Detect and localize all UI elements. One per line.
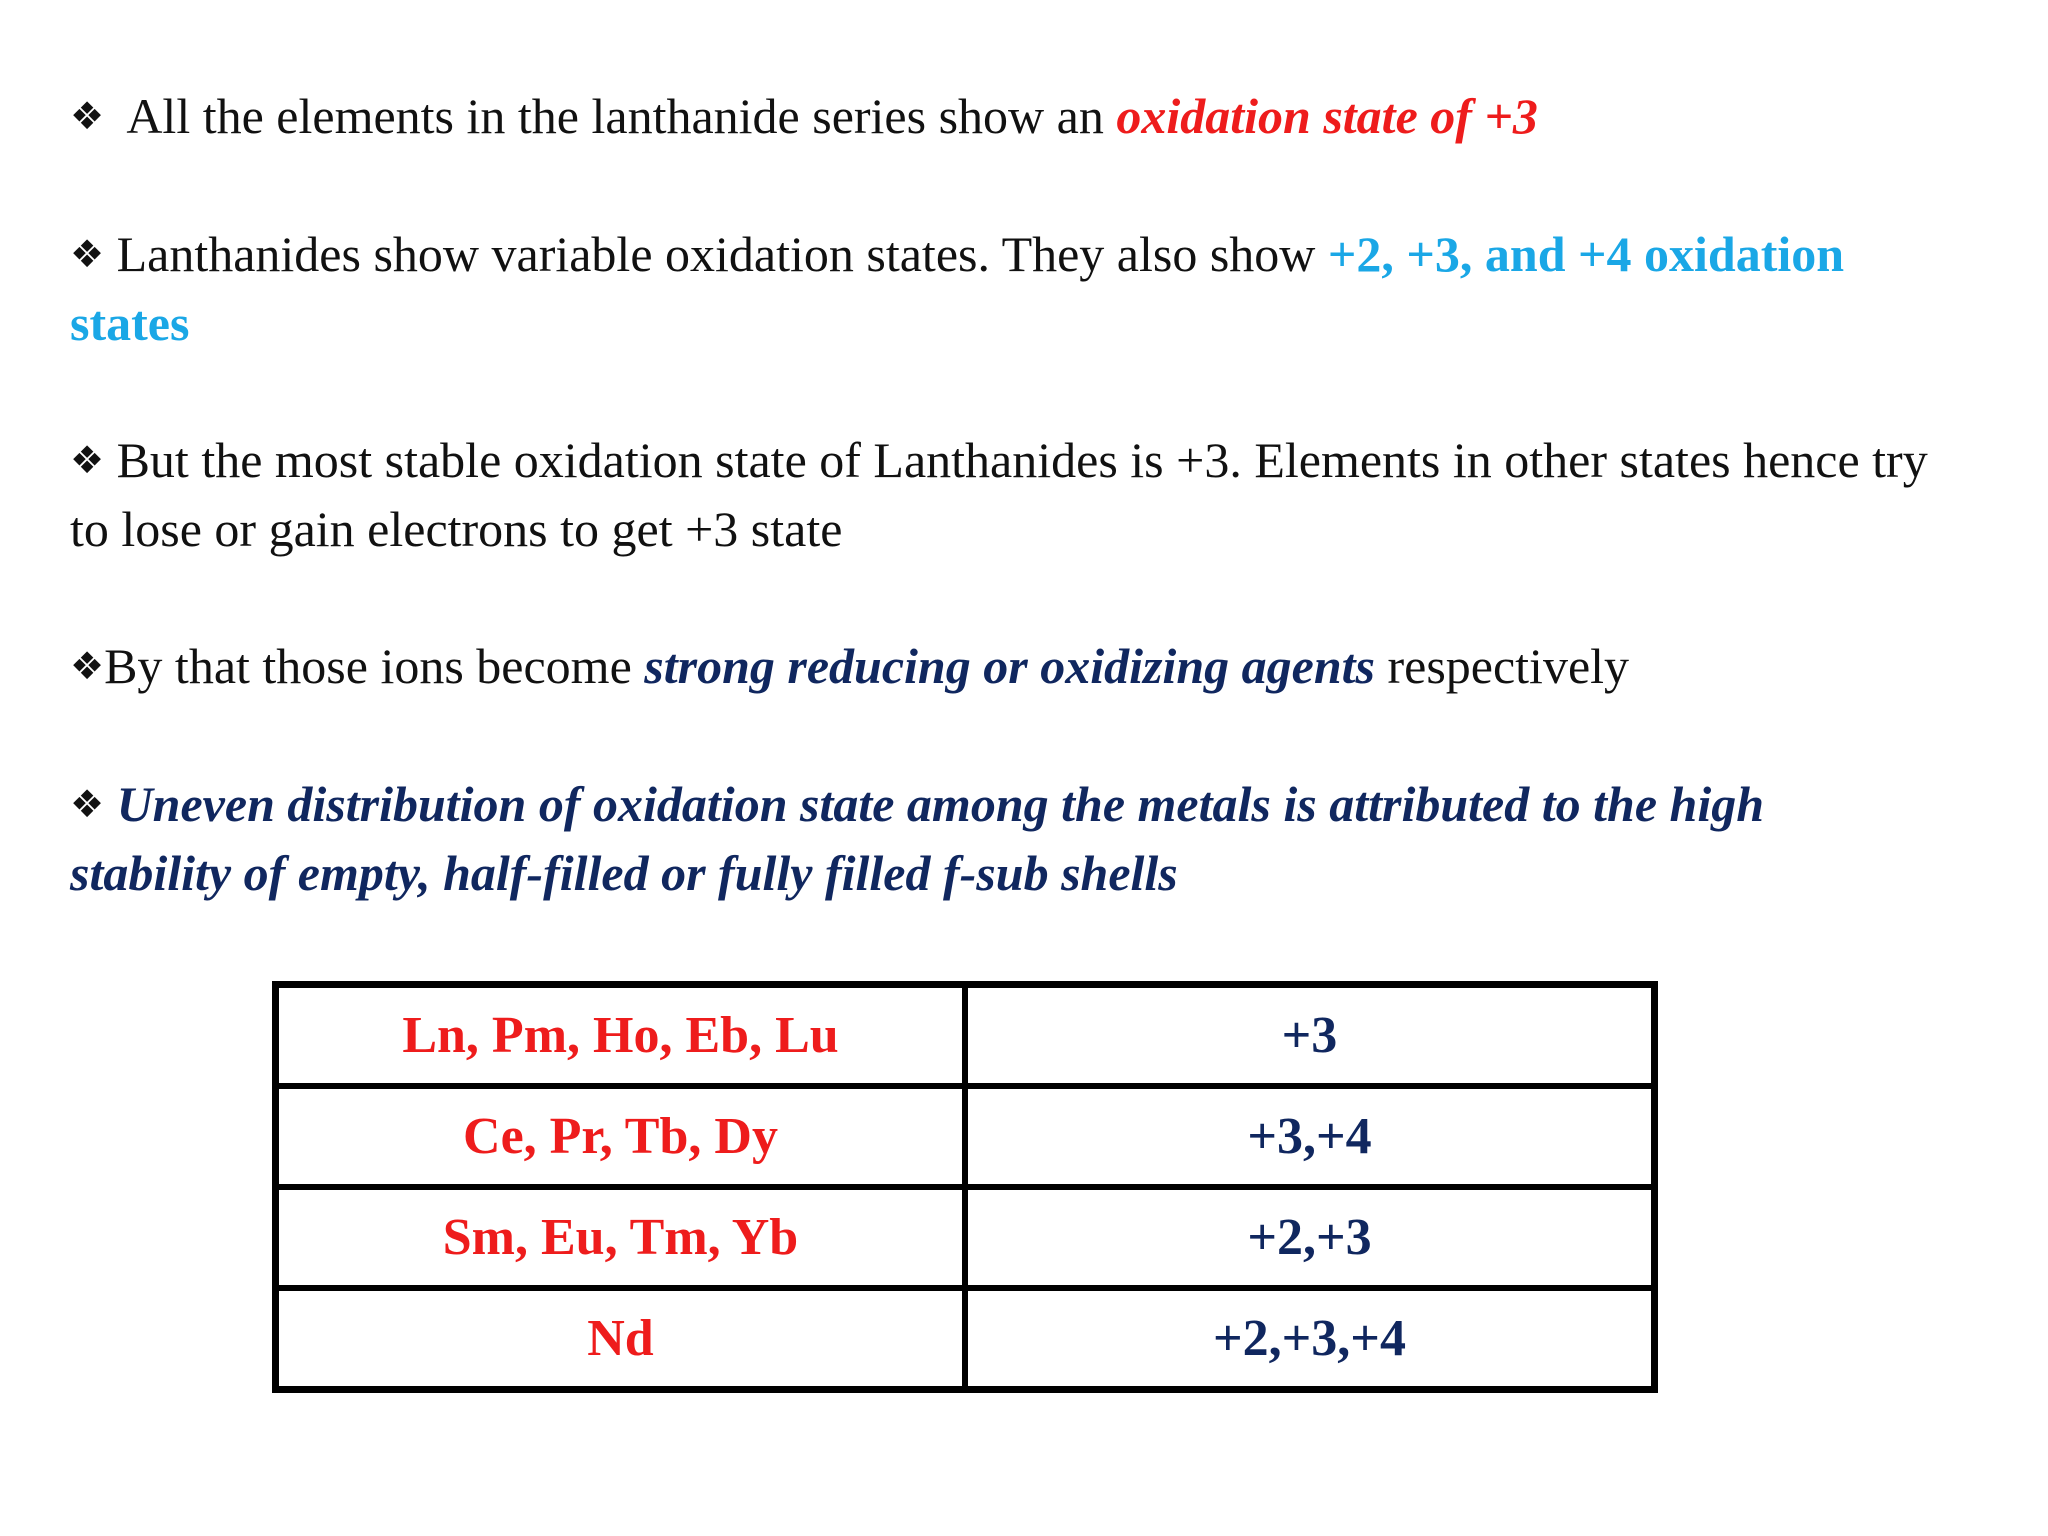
- table-row: [276, 1187, 1655, 1288]
- bullet-4-text-before: By that those ions become: [104, 638, 645, 694]
- table-cell-states: +2,+3: [965, 1187, 1655, 1288]
- table-cell-states: +3,+4: [965, 1086, 1655, 1187]
- four-diamond-bullet-icon: ❖: [70, 438, 105, 482]
- bullet-4-text-after: respectively: [1374, 638, 1630, 694]
- table-cell-elements: Sm, Eu, Tm, Yb: [276, 1187, 966, 1288]
- table-cell-states: +3: [965, 985, 1655, 1087]
- oxidation-state-table: [272, 981, 1658, 1393]
- table-cell-elements: Ce, Pr, Tb, Dy: [276, 1086, 966, 1187]
- bullet-point-5: [70, 770, 1930, 908]
- table-cell-elements: Ln, Pm, Ho, Eb, Lu: [276, 985, 966, 1087]
- table-row: [276, 1288, 1655, 1390]
- table-cell-states: +2,+3,+4: [965, 1288, 1655, 1390]
- bullet-2-highlight: +2, +3, and +4 oxidation states: [70, 226, 1845, 351]
- bullet-point-3: [70, 426, 1930, 564]
- table-row: [276, 985, 1655, 1087]
- four-diamond-bullet-icon: ❖: [70, 782, 105, 826]
- bullet-1-text: All the elements in the lanthanide series show an: [126, 88, 1117, 144]
- four-diamond-bullet-icon: ❖: [70, 644, 105, 688]
- bullet-1-highlight: oxidation state of +3: [1116, 88, 1538, 144]
- table-row: [276, 1086, 1655, 1187]
- bullet-point-1: [70, 82, 1930, 151]
- bullet-2-text: Lanthanides show variable oxidation states. They also show: [116, 226, 1328, 282]
- four-diamond-bullet-icon: ❖: [70, 232, 105, 276]
- four-diamond-bullet-icon: ❖: [70, 94, 105, 138]
- bullet-point-2: [70, 220, 1930, 358]
- bullet-4-highlight: strong reducing or oxidizing agents: [644, 638, 1375, 694]
- bullet-5-highlight: Uneven distribution of oxidation state among the metals is attributed to the high stability of empty, half-filled or fully filled f-sub shells: [70, 776, 1765, 901]
- table-cell-elements: Nd: [276, 1288, 966, 1390]
- bullet-3-text: But the most stable oxidation state of Lanthanides is +3. Elements in other states hence try to lose or gain electrons to get +3 state: [70, 432, 1928, 557]
- bullet-point-4: [70, 632, 1930, 701]
